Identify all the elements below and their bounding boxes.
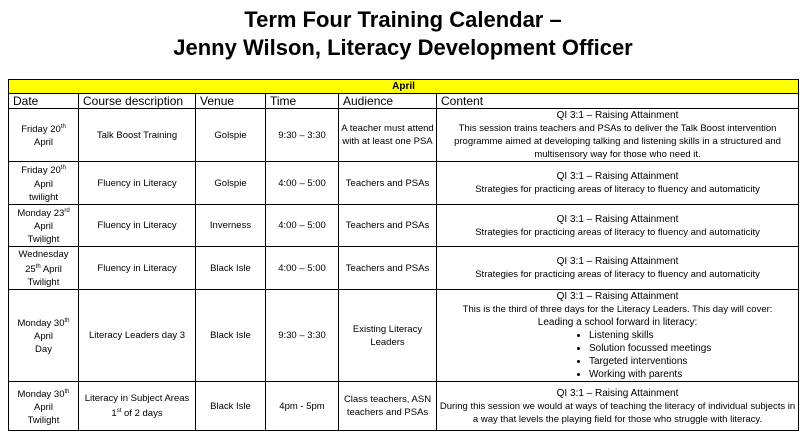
course-cell: Fluency in Literacy	[79, 247, 196, 290]
topic-item: • Working with parents	[589, 368, 796, 381]
header-course: Course description	[79, 94, 196, 109]
content-cell: QI 3:1 – Raising Attainment Strategies for practicing areas of literacy to fluency and automaticity	[437, 247, 799, 290]
header-row	[9, 94, 799, 109]
time-cell: 4:00 – 5:00	[266, 162, 339, 205]
course-cell: Fluency in Literacy	[79, 162, 196, 205]
table-row	[9, 109, 799, 162]
topic-item: • Targeted interventions	[589, 355, 796, 368]
venue-cell: Black Isle	[196, 382, 266, 431]
audience-cell: Teachers and PSAs	[339, 205, 437, 247]
date-cell: Friday 20th April	[9, 109, 79, 162]
course-cell: Literacy Leaders day 3	[79, 290, 196, 382]
course-cell: Talk Boost Training	[79, 109, 196, 162]
topic-item: • Listening skills	[589, 329, 796, 342]
date-cell: Monday 23rd April Twilight	[9, 205, 79, 247]
page-title	[0, 6, 806, 62]
month-row	[9, 80, 799, 94]
training-calendar-table	[8, 79, 799, 431]
course-cell: Fluency in Literacy	[79, 205, 196, 247]
header-time: Time	[266, 94, 339, 109]
audience-cell: Teachers and PSAs	[339, 247, 437, 290]
title-line-2: Jenny Wilson, Literacy Development Officer	[173, 35, 633, 60]
course-cell: Literacy in Subject Areas 1st of 2 days	[79, 382, 196, 431]
title-line-1: Term Four Training Calendar –	[244, 7, 562, 32]
month-label: April	[9, 80, 799, 94]
date-cell: Friday 20th April twilight	[9, 162, 79, 205]
table-row	[9, 162, 799, 205]
date-cell: Wednesday 25th April Twilight	[9, 247, 79, 290]
venue-cell: Black Isle	[196, 247, 266, 290]
audience-cell: Existing Literacy Leaders	[339, 290, 437, 382]
venue-cell: Golspie	[196, 162, 266, 205]
audience-cell: Teachers and PSAs	[339, 162, 437, 205]
time-cell: 9:30 – 3:30	[266, 109, 339, 162]
topic-item: • Solution focussed meetings	[589, 342, 796, 355]
table-row	[9, 247, 799, 290]
time-cell: 4:00 – 5:00	[266, 205, 339, 247]
content-cell: QI 3:1 – Raising Attainment Strategies for practicing areas of literacy to fluency and automaticity	[437, 205, 799, 247]
content-cell: QI 3:1 – Raising Attainment This session trains teachers and PSAs to deliver the Talk Boost intervention programme aimed at developing talking and listening skills in a structured and multisensory way for those who need it.	[437, 109, 799, 162]
header-audience: Audience	[339, 94, 437, 109]
content-cell: QI 3:1 – Raising Attainment This is the third of three days for the Literacy Leaders. This day will cover: Leading a school forward in literacy: • Listening skills • Solution focussed meetings • Targeted interventions • Working with parents	[437, 290, 799, 382]
venue-cell: Golspie	[196, 109, 266, 162]
content-cell: QI 3:1 – Raising Attainment Strategies for practicing areas of literacy to fluency and automaticity	[437, 162, 799, 205]
header-content: Content	[437, 94, 799, 109]
table-row	[9, 290, 799, 382]
date-cell: Monday 30th April Day	[9, 290, 79, 382]
time-cell: 4:00 – 5:00	[266, 247, 339, 290]
audience-cell: A teacher must attend with at least one PSA	[339, 109, 437, 162]
header-venue: Venue	[196, 94, 266, 109]
time-cell: 9:30 – 3:30	[266, 290, 339, 382]
venue-cell: Inverness	[196, 205, 266, 247]
table-row	[9, 205, 799, 247]
table-row	[9, 382, 799, 431]
venue-cell: Black Isle	[196, 290, 266, 382]
header-date: Date	[9, 94, 79, 109]
time-cell: 4pm - 5pm	[266, 382, 339, 431]
topic-list	[439, 329, 796, 381]
audience-cell: Class teachers, ASN teachers and PSAs	[339, 382, 437, 431]
date-cell: Monday 30th April Twilight	[9, 382, 79, 431]
content-cell: QI 3:1 – Raising Attainment During this session we would at ways of teaching the literacy of individual subjects in a way that levels the playing field for those who struggle with literacy.	[437, 382, 799, 431]
